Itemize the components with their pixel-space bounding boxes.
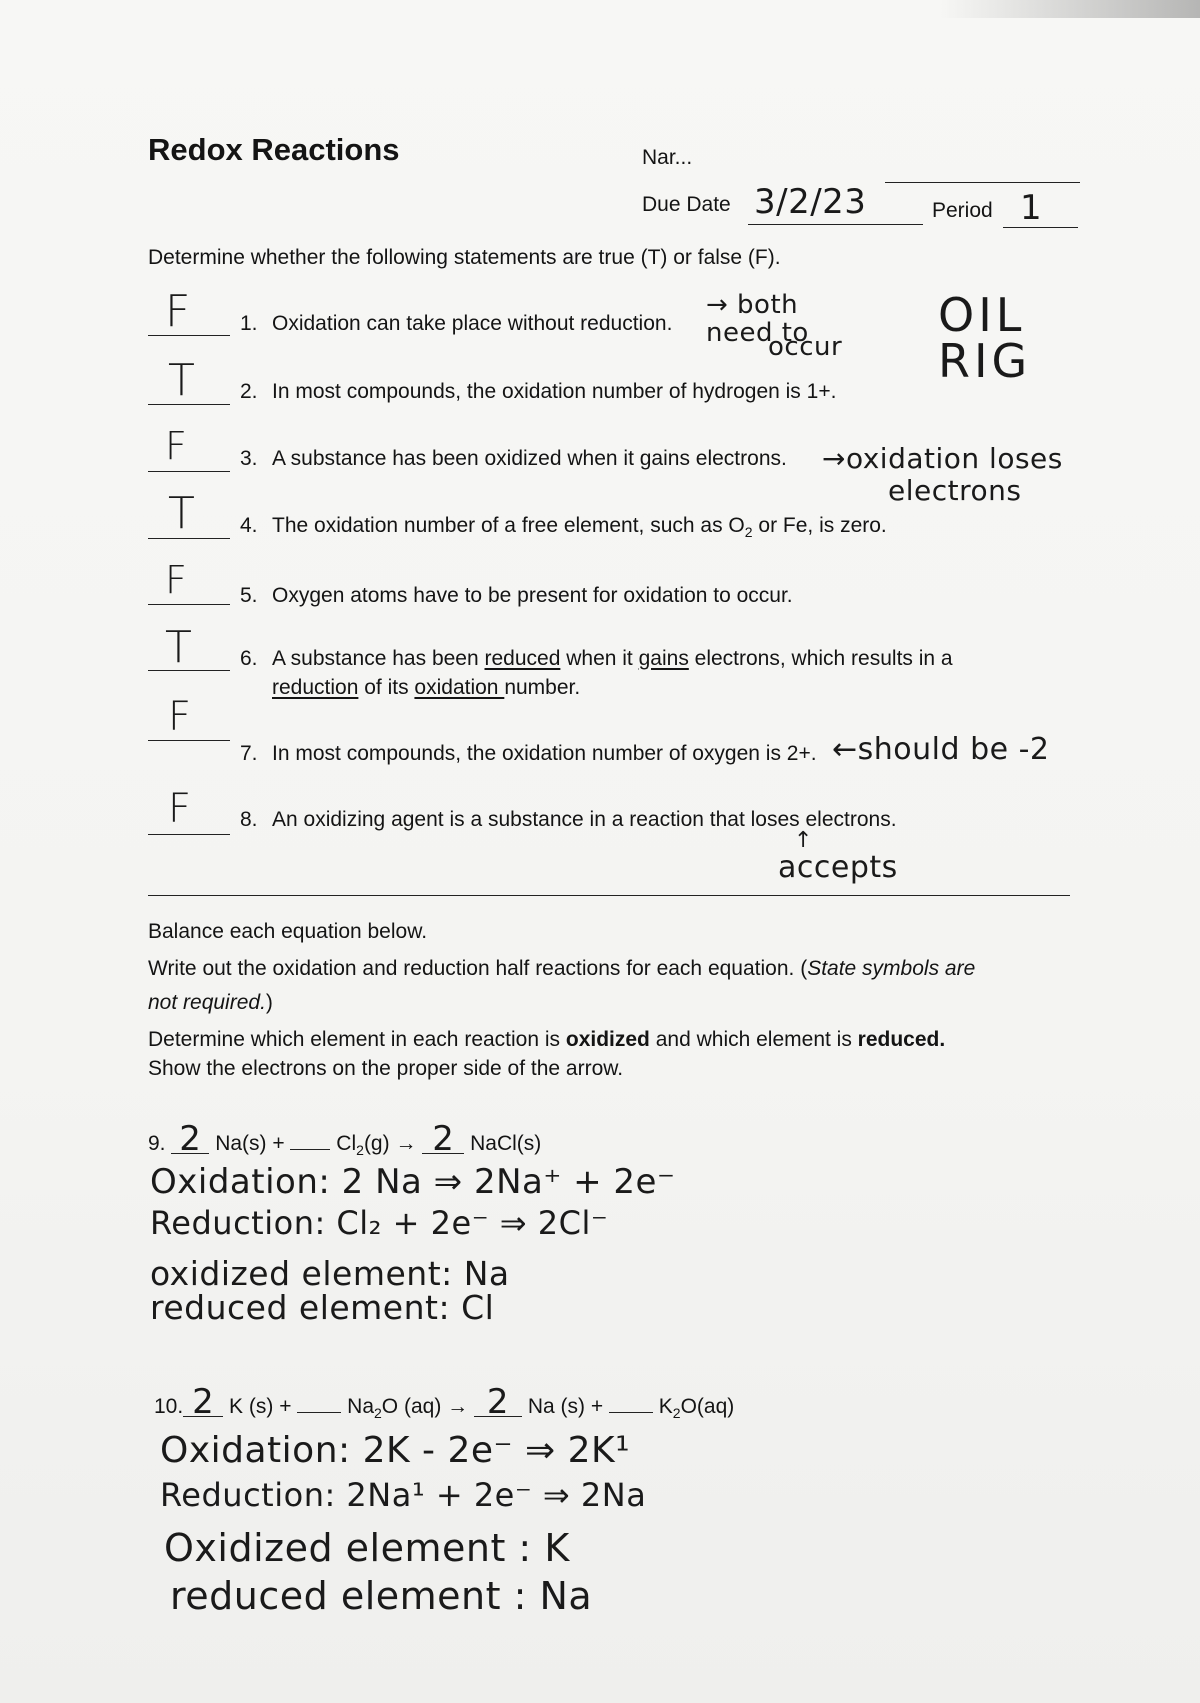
note-1-line1: → both (706, 290, 799, 320)
question-text-6-line1: A substance has been reduced when it gains electrons, which results in a (272, 647, 953, 670)
question-number-5: 5. (240, 584, 258, 607)
coef-10-na2o (297, 1412, 341, 1413)
tf-instructions: Determine whether the following statements are true (T) or false (F). (148, 246, 781, 269)
page-corner-shadow (940, 0, 1200, 18)
note-1-line2: need to (706, 318, 809, 348)
due-date-label: Due Date (642, 193, 731, 216)
answer-1: F (165, 286, 191, 337)
answer-8: F (168, 786, 192, 832)
question-text-3: A substance has been oxidized when it gains electrons. (272, 447, 787, 470)
coef-10-k: 2 (183, 1388, 223, 1417)
name-label: Nar... (642, 146, 693, 169)
equation-9: 9. 2 $Na(s) + Cl_2(g) \to 2$ NaCl(s) (148, 1119, 542, 1159)
section-divider (148, 895, 1070, 896)
answer-2: T (168, 355, 195, 406)
coef-10-k2o (609, 1412, 653, 1413)
note-7: ←should be -2 (832, 732, 1050, 767)
question-text-5: Oxygen atoms have to be present for oxidation to occur. (272, 584, 793, 607)
question-number-7: 7. (240, 742, 258, 765)
mnemonic-oil: OIL (938, 288, 1026, 342)
period-value: 1 (1020, 188, 1043, 228)
answer-6: T (165, 622, 192, 673)
question-text-4: The oxidation number of a free element, such as $O_2$ or Fe, is zero. (272, 514, 887, 541)
note-3-line2: electrons (888, 474, 1022, 507)
note-3-line1: →oxidation loses (822, 442, 1063, 475)
note-8-accepts: accepts (778, 850, 898, 885)
question-number-2: 2. (240, 380, 258, 403)
answer-7: F (168, 694, 192, 740)
q9-oxidation-half: Oxidation: 2 Na ⇒ 2Na⁺ + 2e⁻ (150, 1162, 676, 1202)
answer-line-7 (148, 740, 230, 741)
equation-10: 10. 2 K $(s) + Na_2O$ (aq) → 2 Na $(s) + K_2O(aq)$ (154, 1382, 735, 1422)
question-number-4: 4. (240, 514, 258, 537)
note-8-arrow: ↑ (794, 828, 813, 853)
note-1-line3: occur (768, 332, 843, 362)
question-text-2: In most compounds, the oxidation number of hydrogen is 1+. (272, 380, 837, 403)
answer-4: T (168, 488, 195, 539)
balance-instruction-1: Balance each equation below. (148, 920, 428, 943)
question-text-8: An oxidizing agent is a substance in a reaction that loses electrons. (272, 808, 897, 831)
due-date-line (748, 224, 923, 225)
coef-9-cl2 (290, 1149, 330, 1150)
balance-instruction-2-cont: not required.) (148, 991, 273, 1014)
answer-3: F (165, 424, 187, 468)
q9-reduction-half: Reduction: Cl₂ + 2e⁻ ⇒ 2Cl⁻ (150, 1204, 609, 1242)
due-date-value: 3/2/23 (754, 182, 867, 222)
q10-oxidation-half: Oxidation: 2K - 2e⁻ ⇒ 2K¹ (160, 1430, 631, 1471)
question-text-7: In most compounds, the oxidation number of oxygen is 2+. (272, 742, 817, 765)
answer-5: F (165, 558, 187, 602)
answer-line-3 (148, 471, 230, 472)
balance-instruction-2: Write out the oxidation and reduction half reactions for each equation. (State symbols are (148, 957, 976, 980)
q10-reduction-half: Reduction: 2Na¹ + 2e⁻ ⇒ 2Na (160, 1476, 647, 1514)
q9-reduced-element: reduced element: Cl (150, 1288, 495, 1327)
answer-line-8 (148, 834, 230, 835)
name-line (885, 182, 1080, 183)
question-number-6: 6. (240, 647, 258, 670)
q10-reduced-element: reduced element : Na (170, 1574, 593, 1618)
balance-instruction-4: Show the electrons on the proper side of the arrow. (148, 1057, 624, 1080)
q9-oxidized-element: oxidized element: Na (150, 1254, 510, 1293)
coef-10-na: 2 (474, 1388, 522, 1417)
coef-9-nacl: 2 (422, 1125, 464, 1154)
worksheet-title: Redox Reactions (148, 132, 400, 167)
question-number-8: 8. (240, 808, 258, 831)
answer-line-5 (148, 604, 230, 605)
coef-9-na: 2 (171, 1125, 209, 1154)
question-number-3: 3. (240, 447, 258, 470)
question-text-6-line2: reduction of its oxidation number. (272, 676, 581, 699)
question-text-1: Oxidation can take place without reduction. (272, 312, 673, 335)
q10-oxidized-element: Oxidized element : K (164, 1526, 570, 1570)
period-label: Period (932, 199, 993, 222)
question-number-1: 1. (240, 312, 258, 335)
mnemonic-rig: RIG (938, 334, 1032, 388)
balance-instruction-3: Determine which element in each reaction is oxidized and which element is reduced. (148, 1028, 946, 1051)
